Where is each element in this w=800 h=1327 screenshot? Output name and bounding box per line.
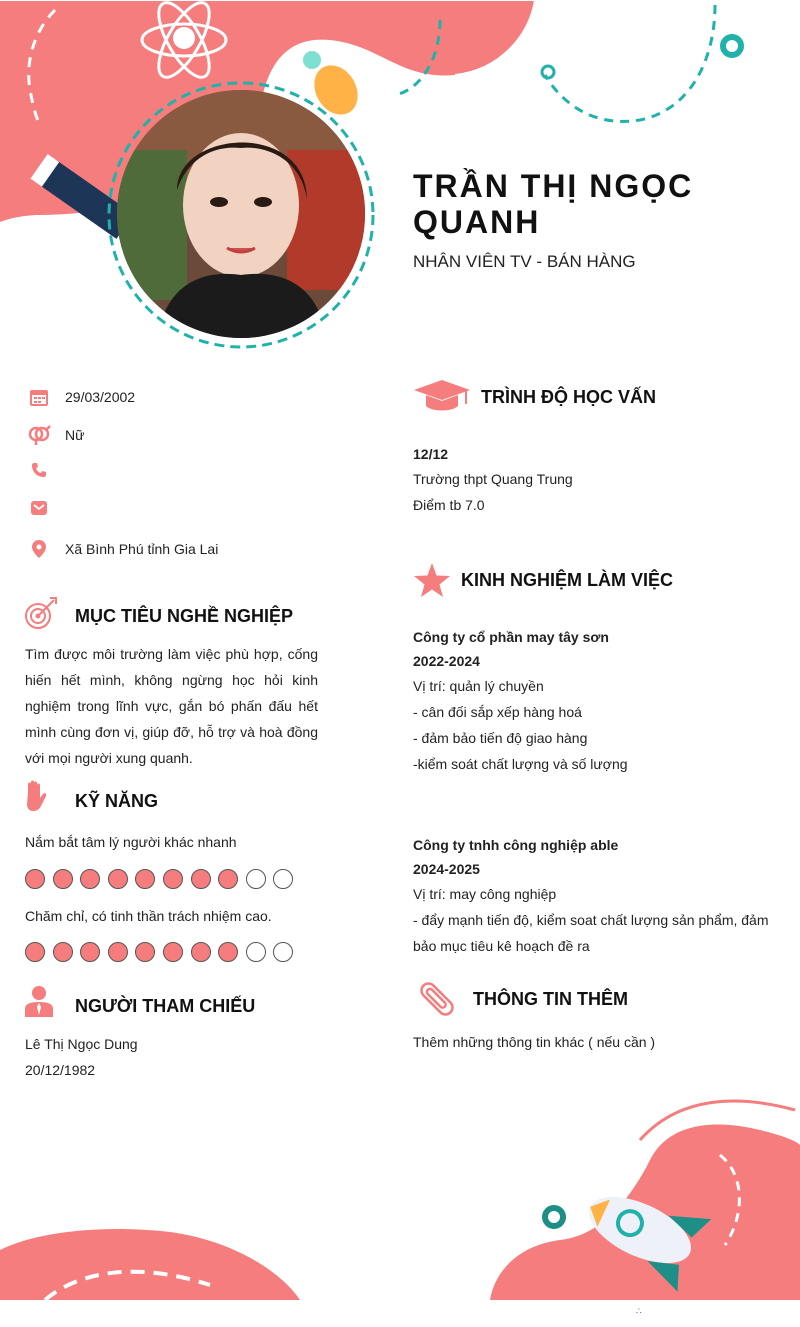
graduation-cap-icon	[414, 380, 470, 419]
experience-title: KINH NGHIỆM LÀM VIỆC	[461, 570, 674, 590]
reference-name: Lê Thị Ngọc Dung	[25, 1036, 138, 1052]
rating-dot-filled	[135, 942, 155, 962]
objective-text: Tìm được môi trường làm việc phù hợp, cống hiến hết mình, không ngừng học hỏi kinh nghiệm trong lĩnh vực, gắn bó phấn đấu hết mình cùng đơn vị, giúp đỡ, hỗ trợ và hoà đồng với mọi người xung quanh.	[25, 646, 318, 766]
rating-dot-filled	[218, 869, 238, 889]
email-icon	[25, 500, 53, 516]
birthday-value: 29/03/2002	[65, 389, 136, 405]
rating-dot-filled	[108, 869, 128, 889]
education-score: Điểm tb 7.0	[413, 497, 485, 513]
job-2-duty: - đẩy mạnh tiến độ, kiểm soat chất lượng sản phẩm, đảm bảo mục tiêu kê hoạch đề ra	[413, 912, 769, 954]
star-icon	[414, 563, 450, 602]
rating-dot-filled	[108, 942, 128, 962]
skills-title: KỸ NĂNG	[75, 791, 159, 811]
rating-dot-filled	[25, 869, 45, 889]
rating-dot-filled	[80, 942, 100, 962]
rating-dot-empty	[246, 869, 266, 889]
skill-1-rating	[25, 869, 293, 889]
skill-1-name: Nắm bắt tâm lý người khác nhanh	[25, 834, 237, 850]
rating-dot-filled	[53, 869, 73, 889]
gender-value: Nữ	[65, 427, 85, 443]
address-row	[25, 537, 218, 561]
location-pin-icon	[25, 540, 53, 558]
email-row	[25, 496, 65, 520]
job-1-duty: - đảm bảo tiến độ giao hàng	[413, 730, 588, 746]
rating-dot-filled	[53, 942, 73, 962]
job-2-period: 2024-2025	[413, 861, 480, 877]
birthday-row	[25, 385, 135, 409]
rating-dot-filled	[191, 869, 211, 889]
job-2-position: Vị trí: may công nghiệp	[413, 886, 557, 902]
job-2-company: Công ty tnhh công nghiệp able	[413, 837, 619, 853]
address-value: Xã Bình Phú tỉnh Gia Lai	[65, 541, 219, 557]
education-title: TRÌNH ĐỘ HỌC VẤN	[481, 387, 656, 407]
rating-dot-filled	[25, 942, 45, 962]
phone-icon	[25, 462, 53, 478]
footer-mark: ∴	[636, 1306, 642, 1316]
gender-row	[25, 423, 84, 447]
reference-date: 20/12/1982	[25, 1062, 96, 1078]
rating-dot-filled	[163, 942, 183, 962]
references-title: NGƯỜI THAM CHIẾU	[75, 996, 256, 1016]
person-icon	[25, 985, 53, 1022]
phone-row	[25, 458, 65, 482]
candidate-role: NHÂN VIÊN TV - BÁN HÀNG	[413, 252, 636, 271]
candidate-name: TRẦN THỊ NGỌC QUANH	[413, 168, 694, 240]
rating-dot-filled	[135, 869, 155, 889]
job-1-period: 2022-2024	[413, 653, 480, 669]
rating-dot-filled	[80, 869, 100, 889]
rating-dot-filled	[163, 869, 183, 889]
job-1-duty: -kiểm soát chất lượng và số lượng	[413, 756, 628, 772]
calendar-icon	[25, 387, 53, 407]
rating-dot-empty	[273, 869, 293, 889]
rating-dot-filled	[191, 942, 211, 962]
profile-photo	[117, 90, 365, 338]
skill-2-name: Chăm chỉ, có tinh thần trách nhiệm cao.	[25, 908, 272, 924]
objective-title: MỤC TIÊU NGHỀ NGHIỆP	[75, 606, 294, 626]
education-school: Trường thpt Quang Trung	[413, 471, 573, 487]
job-1-company: Công ty cổ phần may tây sơn	[413, 629, 609, 645]
hand-icon	[24, 780, 48, 817]
rating-dot-empty	[273, 942, 293, 962]
target-icon	[24, 596, 58, 635]
extra-title: THÔNG TIN THÊM	[473, 989, 628, 1009]
education-grade: 12/12	[413, 446, 449, 462]
rating-dot-filled	[218, 942, 238, 962]
gender-icon	[25, 425, 53, 445]
skill-2-rating	[25, 942, 293, 962]
extra-text: Thêm những thông tin khác ( nếu cần )	[413, 1034, 656, 1050]
job-1-duty: - cân đối sắp xếp hàng hoá	[413, 704, 582, 720]
paperclip-icon	[416, 978, 458, 1025]
rating-dot-empty	[246, 942, 266, 962]
job-1-position: Vị trí: quản lý chuyền	[413, 678, 544, 694]
